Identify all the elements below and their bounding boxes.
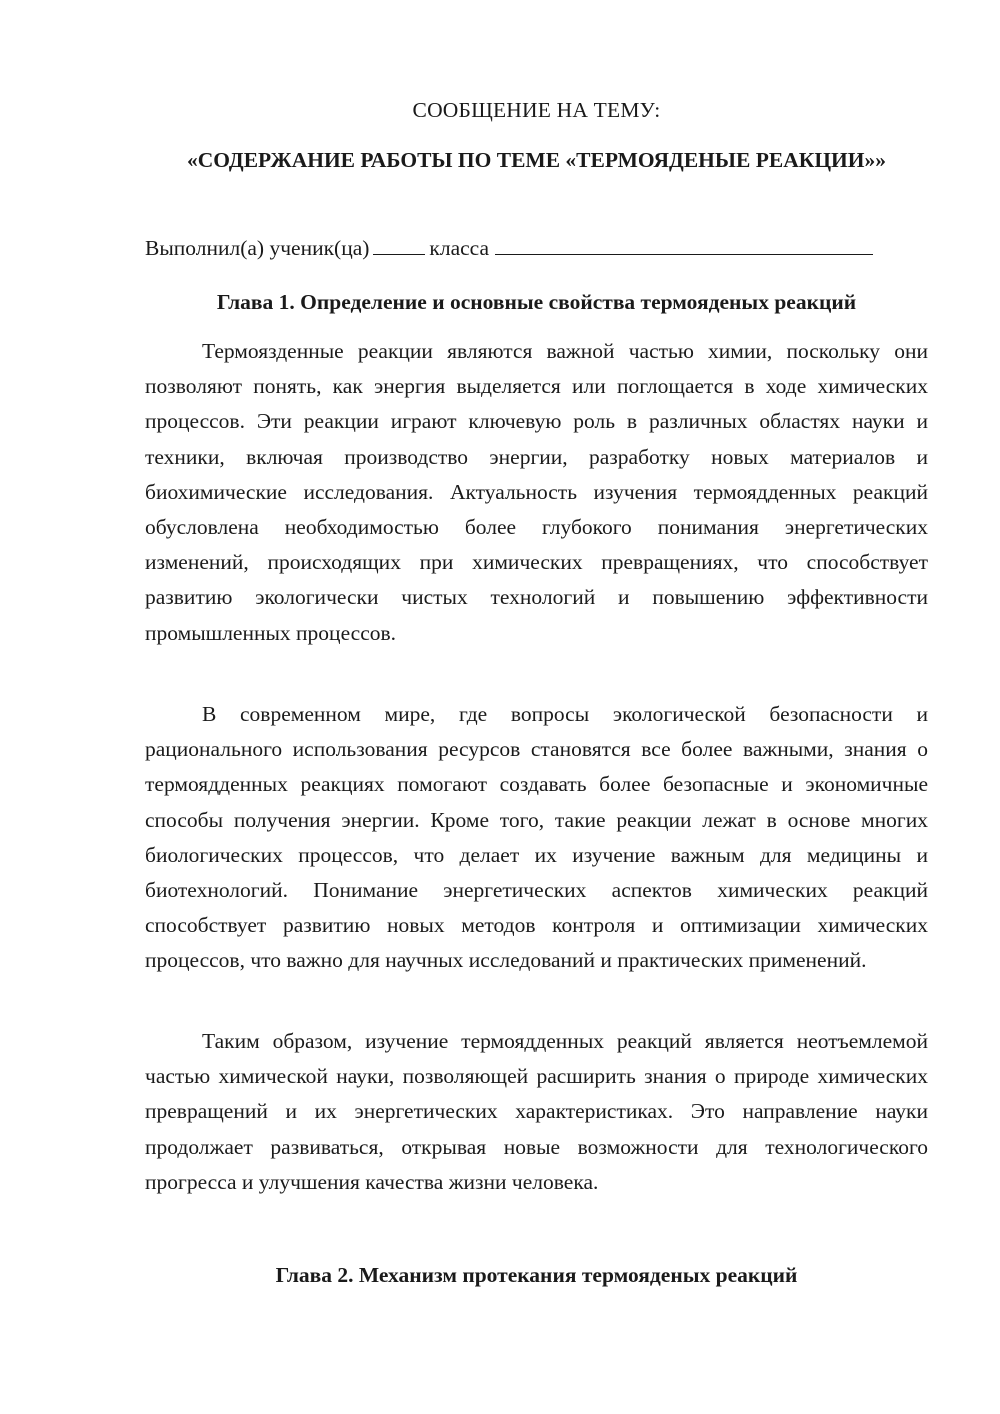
class-blank — [373, 232, 425, 255]
author-line — [145, 232, 928, 262]
chapter-2-heading: Глава 2. Механизм протекания термояденых реакций — [275, 1263, 798, 1287]
name-blank — [495, 232, 873, 255]
document-supertitle: СООБЩЕНИЕ НА ТЕМУ: — [412, 98, 661, 122]
chapter-1-paragraph-1: Термоязденные реакции являются важной частью химии, поскольку они позволяют понять, как энергия выделяется или поглощается в ходе химических процессов. Эти реакции играют ключевую роль в различных областях науки и техники, включая производство энергии, разработку новых материалов и биохимические исследования. Актуальность изучения термоядденных реакций обусловлена необходимостью более глубокого понимания энергетических изменений, происходящих при химических превращениях, что способствует развитию экологически чистых технологий и повышению эффективности промышленных процессов. — [145, 339, 928, 645]
chapter-1-paragraph-3: Таким образом, изучение термоядденных реакций является неотъемлемой частью химической науки, позволяющей расширить знания о природе химических превращений и их энергетических характеристиках. Это направление науки продолжает развиваться, открывая новые возможности для технологического прогресса и улучшения качества жизни человека. — [145, 1029, 928, 1194]
chapter-1-paragraph-2: В современном мире, где вопросы экологической безопасности и рационального использования ресурсов становятся все более важными, знания о термоядденных реакциях помогают создавать более безопасные и экономичные способы получения энергии. Кроме того, такие реакции лежат в основе многих биологических процессов, что делает их изучение важным для медицины и биотехнологий. Понимание энергетических аспектов химических реакций способствует развитию новых методов контроля и оптимизации химических процессов, что важно для научных исследований и практических применений. — [145, 702, 928, 973]
chapter-1-heading: Глава 1. Определение и основные свойства термояденых реакций — [216, 290, 857, 314]
author-line-prefix: Выполнил(а) ученик(ца) — [145, 236, 370, 260]
document-title: «СОДЕРЖАНИЕ РАБОТЫ ПО ТЕМЕ «ТЕРМОЯДЕНЫЕ РЕАКЦИИ»» — [187, 148, 886, 172]
author-line-middle: класса — [429, 236, 490, 260]
